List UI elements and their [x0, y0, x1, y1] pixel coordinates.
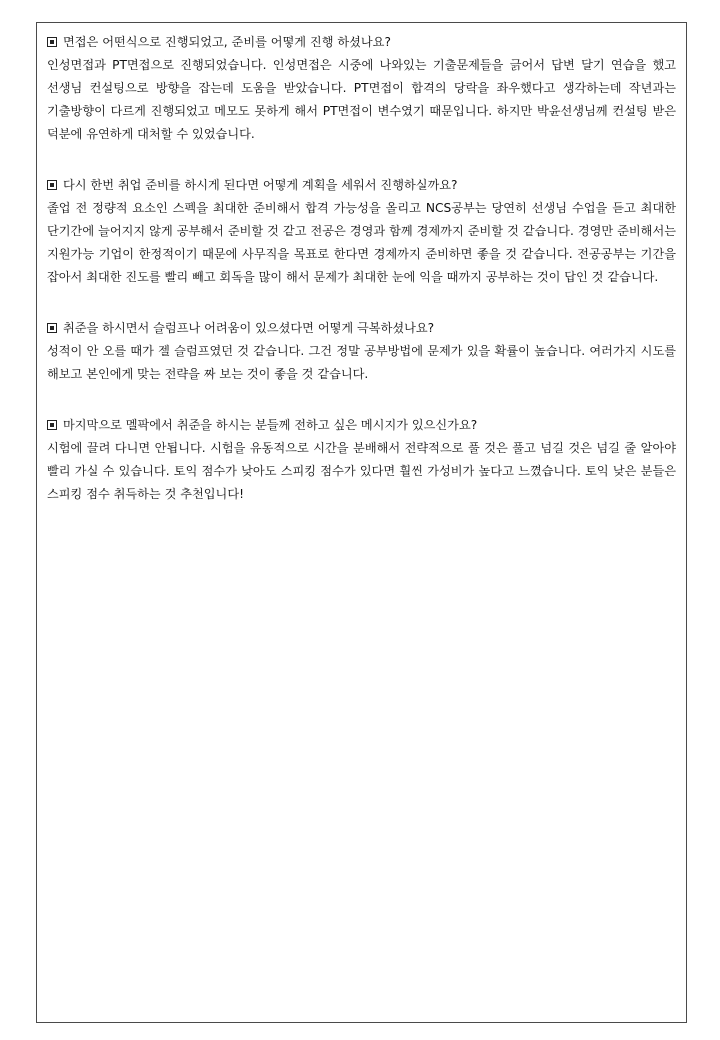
answer-text: 졸업 전 정량적 요소인 스펙을 최대한 준비해서 합격 가능성을 올리고 NCS공부는 당연히 선생님 수업을 듣고 최대한 단기간에 늘어지지 않게 공부해서 준비할 것 같고 전공은 경영과 함께 경제까지 준비할 것 같습니다. 경영만 준비해서는 지원가능 기업이 한정적이기 때문에 사무직을 목표로 한다면 경제까지 준비하면 좋을 것 같습니다. 전공공부는 기간을 잡아서 최대한 진도를 빨리 빼고 회독을 많이 해서 문제가 최대한 눈에 익을 때까지 공부하는 것이 답인 것 같습니다.: [47, 201, 676, 284]
qa-section-slump: [47, 317, 676, 386]
qa-section-message: [47, 414, 676, 506]
question-text: 면접은 어떤식으로 진행되었고, 준비를 어떻게 진행 하셨나요?: [63, 35, 391, 49]
question-heading: [47, 414, 676, 437]
question-heading: [47, 317, 676, 340]
answer-text: 시험에 끌려 다니면 안됩니다. 시험을 유동적으로 시간을 분배해서 전략적으로 풀 것은 풀고 넘길 것은 넘길 줄 알아야 빨리 가실 수 있습니다. 토익 점수가 낮아도 스피킹 점수가 있다면 훨씬 가성비가 높다고 느꼈습니다. 토익 낮은 분들은 스피킹 점수 취득하는 것 추천입니다!: [47, 441, 676, 501]
document-page: [36, 22, 687, 1023]
question-text: 마지막으로 멜팍에서 취준을 하시는 분들께 전하고 싶은 메시지가 있으신가요?: [63, 418, 478, 432]
square-bullet-icon: [47, 323, 57, 333]
answer-text: 성적이 안 오를 때가 젤 슬럼프였던 것 같습니다. 그건 정말 공부방법에 문제가 있을 확률이 높습니다. 여러가지 시도를 해보고 본인에게 맞는 전략을 짜 보는 것이 좋을 것 같습니다.: [47, 344, 676, 381]
square-bullet-icon: [47, 37, 57, 47]
qa-section-interview: [47, 31, 676, 146]
question-heading: [47, 31, 676, 54]
qa-section-plan: [47, 174, 676, 289]
square-bullet-icon: [47, 420, 57, 430]
square-bullet-icon: [47, 180, 57, 190]
answer-text: 인성면접과 PT면접으로 진행되었습니다. 인성면접은 시중에 나와있는 기출문제들을 긁어서 답변 달기 연습을 했고 선생님 컨설팅으로 방향을 잡는데 도움을 받았습니다. PT면접이 합격의 당락을 좌우했다고 생각하는데 작년과는 기출방향이 다르게 진행되었고 메모도 못하게 해서 PT면접이 변수였기 때문입니다. 하지만 박윤선생님께 컨설팅 받은 덕분에 유연하게 대처할 수 있었습니다.: [47, 58, 676, 141]
question-heading: [47, 174, 676, 197]
question-text: 취준을 하시면서 슬럼프나 어려움이 있으셨다면 어떻게 극복하셨나요?: [63, 321, 435, 335]
question-text: 다시 한번 취업 준비를 하시게 된다면 어떻게 계획을 세워서 진행하실까요?: [63, 178, 458, 192]
